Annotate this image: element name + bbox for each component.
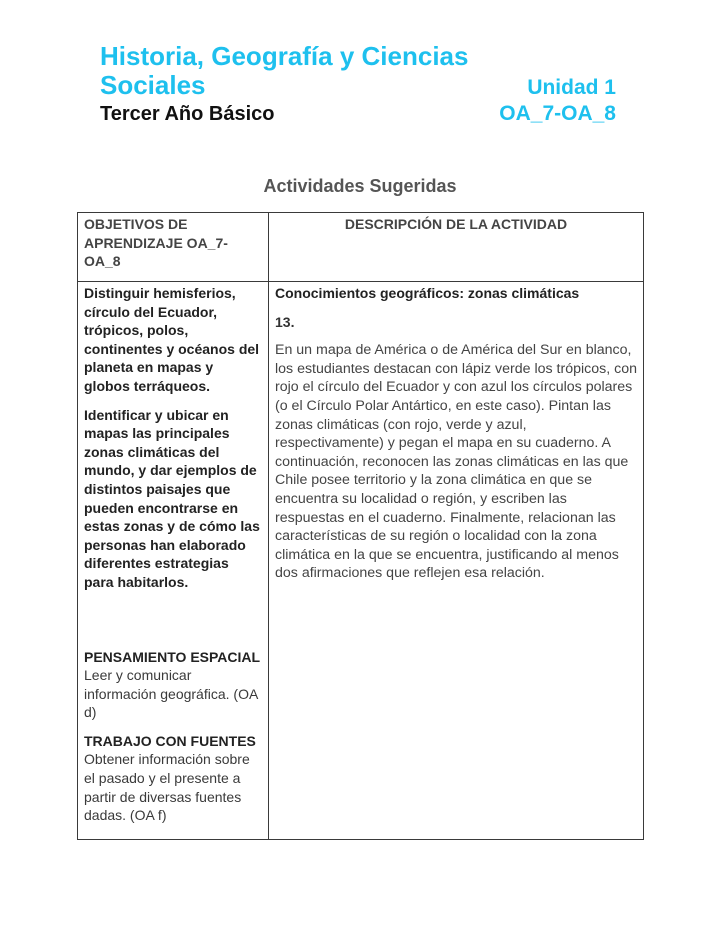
activity-number: 13. <box>275 313 295 330</box>
unit-label: Unidad 1 <box>527 76 616 99</box>
activity-text: En un mapa de América o de América del Sur en blanco, los estudiantes destacan con lápiz verde los trópicos, con rojo el círculo del Ecuador y con azul los círculos polares (o el Círculo Polar Antártico, en este caso). Pintan las zonas climáticas (con rojo, verde y azul, respectivamente) y pegan el mapa en su cuaderno. A continuación, reconocen las zonas climáticas en las que Chile posee territorio y la zona climática en que se encuentra su localidad o región, y escriben las respuestas en el cuaderno. Finalmente, relacionan las características de su región o localidad con la zona climática en la que se encuentra, justificando al menos dos afirmaciones que reflejen esa relación. <box>275 342 637 582</box>
header-row-subject-unit <box>100 71 616 102</box>
objective-text: Distinguir hemisferios, círculo del Ecuador, trópicos, polos, continentes y océanos del planeta en mapas y globos terráqueos. <box>84 285 260 394</box>
grade-label: Tercer Año Básico <box>100 103 275 125</box>
table-header-row <box>78 213 644 282</box>
page-header <box>100 42 616 126</box>
oa-range-label: OA_7-OA_8 <box>499 102 616 125</box>
skill-heading: TRABAJO CON FUENTES <box>84 732 256 749</box>
activities-table <box>77 212 644 840</box>
activity-heading: Conocimientos geográficos: zonas climáticas <box>275 285 580 301</box>
skill-text: Obtener información sobre el pasado y el presente a partir de diversas fuentes dadas. (OA f) <box>84 751 250 824</box>
description-column-header: DESCRIPCIÓN DE LA ACTIVIDAD <box>269 213 644 282</box>
spacer <box>84 602 262 648</box>
description-cell <box>269 282 644 840</box>
objective-text: Identificar y ubicar en mapas las principales zonas climáticas del mundo, y dar ejemplos de distintos paisajes que pueden encontrarse en estas zonas y de cómo las personas han elaborado diferentes estrategias para habitarlos. <box>84 406 260 590</box>
section-title: Actividades Sugeridas <box>263 176 457 196</box>
skill-text: Leer y comunicar información geográfica. (OA d) <box>84 667 258 721</box>
header-row-grade-oa <box>100 102 616 126</box>
skill-heading: PENSAMIENTO ESPACIAL <box>84 648 261 665</box>
subject-title-line2: Sociales <box>100 70 206 100</box>
objectives-column-header: OBJETIVOS DE APRENDIZAJE OA_7-OA_8 <box>78 213 269 282</box>
objectives-cell <box>78 282 269 840</box>
subject-title-line1: Historia, Geografía y Ciencias <box>100 41 469 71</box>
table-row <box>78 282 644 840</box>
